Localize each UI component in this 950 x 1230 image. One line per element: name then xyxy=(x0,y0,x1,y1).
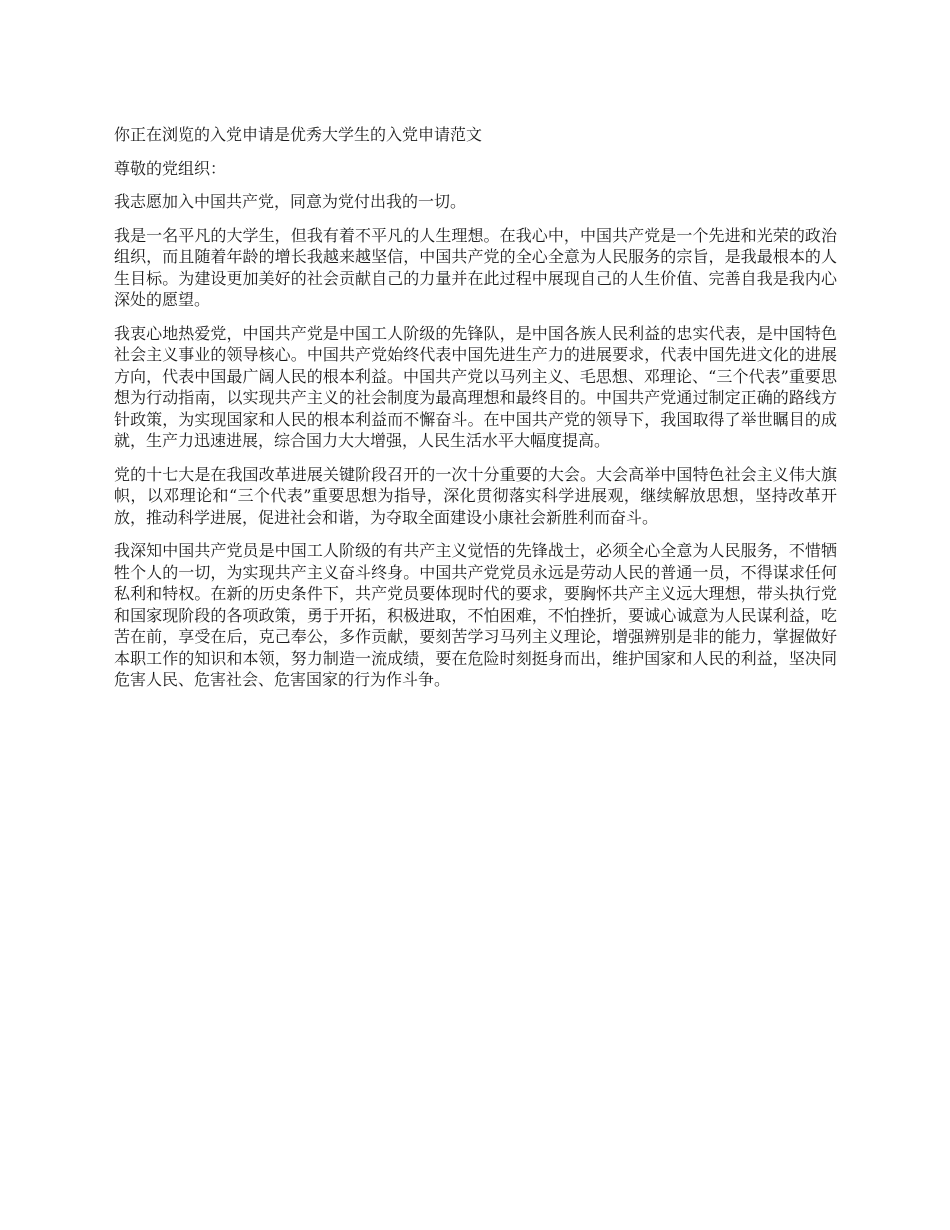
paragraph-3: 我衷心地热爱党，中国共产党是中国工人阶级的先锋队，是中国各族人民利益的忠实代表，是中国特色社会主义事业的领导核心。中国共产党始终代表中国先进生产力的进展要求，代表中国先进文化的进展方向，代表中国最广阔人民的根本利益。中国共产党以马列主义、毛思想、邓理论、“三个代表”重要思想为行动指南，以实现共产主义的社会制度为最高理想和最终目的。中国共产党通过制定正确的路线方针政策，为实现国家和人民的根本利益而不懈奋斗。在中国共产党的领导下，我国取得了举世瞩目的成就，生产力迅速进展，综合国力大大增强，人民生活水平大幅度提高。 xyxy=(114,323,837,450)
salutation: 尊敬的党组织： xyxy=(114,158,227,178)
paragraph-5: 我深知中国共产党员是中国工人阶级的有共产主义觉悟的先锋战士，必须全心全意为人民服务，不惜牺牲个人的一切，为实现共产主义奋斗终身。中国共产党党员永远是劳动人民的普通一员，不得谋求任何私利和特权。在新的历史条件下，共产党员要体现时代的要求，要胸怀共产主义远大理想，带头执行党和国家现阶段的各项政策，勇于开拓，积极进取，不怕困难，不怕挫折，要诚心诚意为人民谋利益，吃苦在前，享受在后，克己奉公，多作贡献，要刻苦学习马列主义理论，增强辨别是非的能力，掌握做好本职工作的知识和本领，努力制造一流成绩，要在危险时刻挺身而出，维护国家和人民的利益，坚决同危害人民、危害社会、危害国家的行为作斗争。 xyxy=(114,541,837,689)
document-page xyxy=(114,124,837,703)
paragraph-2: 我是一名平凡的大学生，但我有着不平凡的人生理想。在我心中，中国共产党是一个先进和光荣的政治组织，而且随着年龄的增长我越来越坚信，中国共产党的全心全意为人民服务的宗旨，是我最根本的人生目标。为建设更加美好的社会贡献自己的力量并在此过程中展现自己的人生价值、完善自我是我内心深处的愿望。 xyxy=(114,225,837,309)
paragraph-1: 我志愿加入中国共产党，同意为党付出我的一切。 xyxy=(114,192,467,211)
paragraph-4: 党的十七大是在我国改革进展关键阶段召开的一次十分重要的大会。大会高举中国特色社会主义伟大旗帜，以邓理论和“三个代表”重要思想为指导，深化贯彻落实科学进展观，继续解放思想，坚持改革开放，推动科学进展，促进社会和谐，为夺取全面建设小康社会新胜利而奋斗。 xyxy=(114,464,837,527)
document-title: 你正在浏览的入党申请是优秀大学生的入党申请范文 xyxy=(114,125,483,144)
